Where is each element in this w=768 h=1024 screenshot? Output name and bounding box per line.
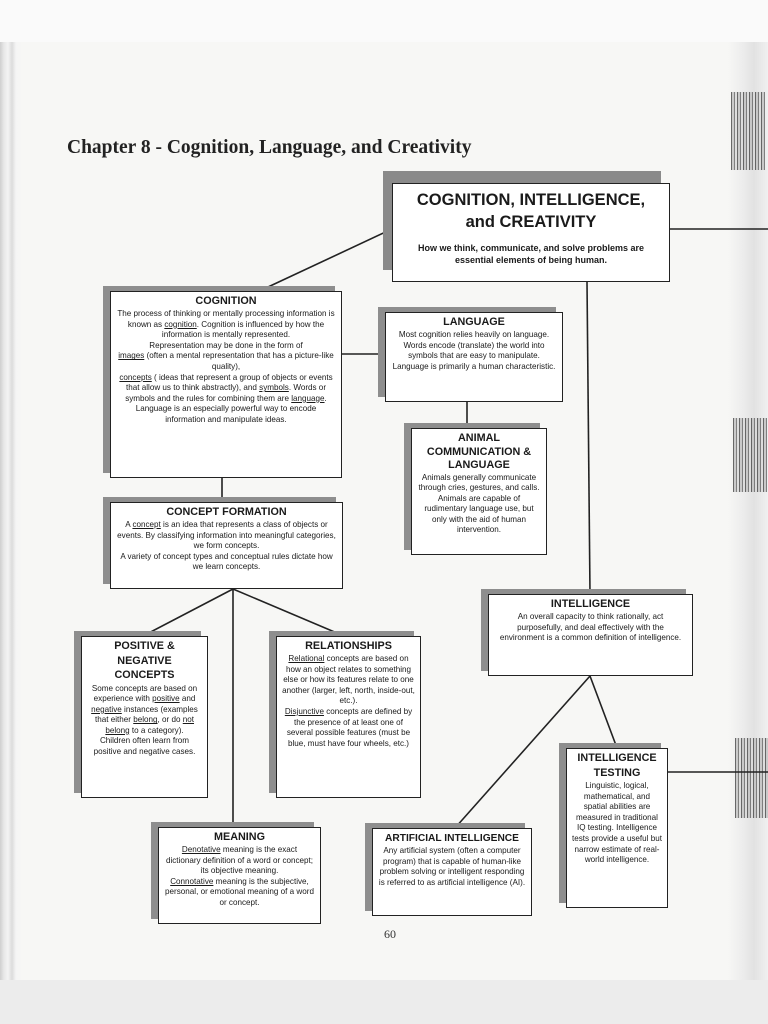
positive-negative-box	[81, 636, 208, 798]
line-intelligence-to-testing	[590, 676, 617, 748]
animal-title-line1: ANIMAL	[458, 432, 500, 444]
page-number: 60	[384, 927, 396, 941]
animal-title-line3: LANGUAGE	[448, 459, 510, 471]
cognition-title: COGNITION	[195, 295, 257, 307]
cognition-paragraph-1: The process of thinking or mentally processing information is known as cognition. Cognition is influenced by how the information is mentally represented.	[117, 309, 335, 340]
cognition-box	[110, 291, 342, 478]
positive-title-line1: POSITIVE &	[114, 640, 175, 652]
testing-title-line2: TESTING	[593, 766, 641, 779]
cognition-paragraph-4: concepts ( ideas that represent a group of objects or events that allow us to think abstractly), and symbols. Words or symbols and the rules for combining them are language.	[119, 372, 333, 403]
positive-title-line2: NEGATIVE	[117, 654, 172, 667]
ai-title: ARTIFICIAL INTELLIGENCE	[385, 833, 519, 844]
meaning-title: MEANING	[214, 831, 265, 843]
intelligence-testing-box	[566, 748, 668, 908]
relationships-box	[276, 636, 421, 798]
line-concept-to-positive	[143, 589, 233, 636]
relationships-paragraph-1: Relational concepts are based on how an object relates to something else or how its features relate to one another (larger, left, north, inside-out, etc.).	[282, 654, 415, 706]
meaning-paragraph-1: Denotative meaning is the exact dictionary definition of a word or concept; its objective meaning.	[165, 845, 314, 876]
concept-formation-title: CONCEPT FORMATION	[166, 506, 287, 518]
positive-paragraph-2: Children often learn from positive and negative cases.	[93, 736, 196, 757]
positive-paragraph-1: Some concepts are based on experience with positive and negative instances (examples that either belong, or do not belong to a category).	[91, 683, 198, 735]
testing-body: Linguistic, logical, mathematical, and spatial abilities are measured in traditional IQ testing. Intelligence tests provide a useful but narrow estimate of real-world intelligence.	[572, 781, 662, 865]
cognition-paragraph-2: Representation may be done in the form of	[149, 340, 303, 350]
line-root-to-cognition	[268, 229, 392, 287]
root-title-line1: COGNITION, INTELLIGENCE,	[416, 191, 646, 209]
animal-body: Animals generally communicate through cries, gestures, and calls. Animals are capable of rudimentary language use, but only with the aid of human intervention.	[418, 472, 540, 535]
cognition-paragraph-3: images (often a mental representation that has a picture-like quality),	[118, 351, 334, 371]
language-box	[385, 312, 563, 402]
meaning-box	[158, 827, 321, 924]
animal-communication-box	[411, 428, 547, 555]
cognition-paragraph-5: Language is an especially powerful way to encode information and manipulate ideas.	[135, 404, 317, 424]
concept-formation-box	[110, 502, 343, 589]
chapter-title: Chapter 8 - Cognition, Language, and Creativity	[67, 137, 472, 158]
line-concept-to-relationships	[233, 589, 344, 636]
testing-title-line1: INTELLIGENCE	[577, 752, 657, 764]
line-root-to-intelligence	[587, 282, 590, 594]
concept-formation-paragraph-2: A variety of concept types and conceptual rules dictate how we learn concepts.	[120, 551, 333, 572]
language-body: Most cognition relies heavily on language. Words encode (translate) the world into symbols that are easy to manipulate. Language is primarily a human characteristic.	[392, 330, 556, 371]
intelligence-box	[488, 594, 693, 676]
root-subtitle: How we think, communicate, and solve problems are essential elements of being human.	[417, 243, 645, 265]
intelligence-body: An overall capacity to think rationally, act purposefully, and deal effectively with the environment is a common definition of intelligence.	[499, 612, 682, 643]
relationships-paragraph-2: Disjunctive concepts are defined by the presence of at least one of several possible features (must be blue, must have four wheels, etc.)	[284, 706, 413, 748]
concept-formation-paragraph-1: A concept is an idea that represents a class of objects or events. By classifying information into meaningful categories, we form concepts.	[117, 520, 336, 551]
root-title-line2: and CREATIVITY	[465, 213, 597, 231]
intelligence-title: INTELLIGENCE	[550, 598, 631, 610]
positive-title-line3: CONCEPTS	[114, 669, 175, 681]
ai-body: Any artificial system (often a computer program) that is capable of human-like problem solving or intelligent responding is referred to as artificial intelligence (AI).	[378, 846, 526, 887]
language-title: LANGUAGE	[443, 316, 505, 328]
artificial-intelligence-box	[372, 828, 532, 916]
animal-title-line2: COMMUNICATION &	[426, 445, 532, 458]
relationships-title: RELATIONSHIPS	[305, 640, 392, 652]
root-concept-box	[392, 183, 670, 282]
meaning-paragraph-2: Connotative meaning is the subjective, personal, or emotional meaning of a word or concept.	[165, 876, 314, 907]
